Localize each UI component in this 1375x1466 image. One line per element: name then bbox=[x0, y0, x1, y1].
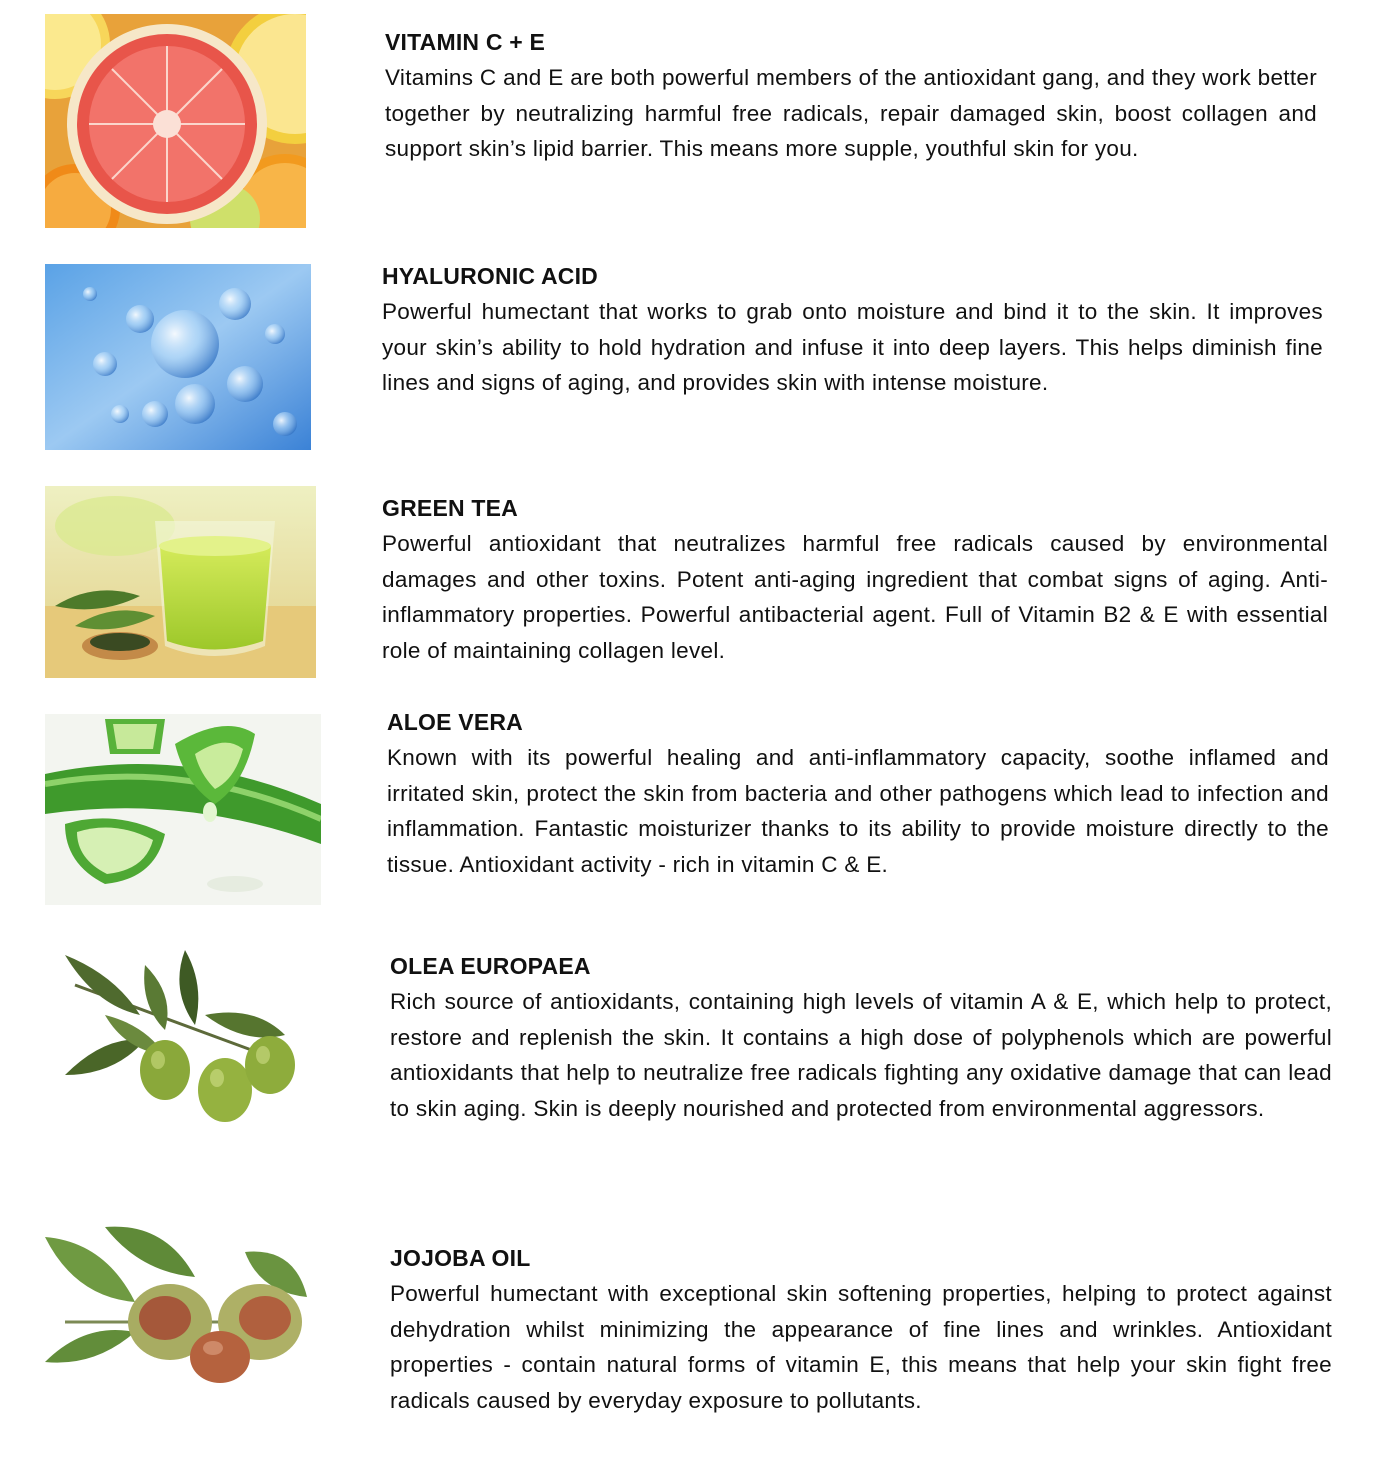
ingredient-title: JOJOBA OIL bbox=[390, 1245, 531, 1271]
ingredient-description: Known with its powerful healing and anti-inflammatory capacity, soothe inflamed and irritated skin, protect the skin from bacteria and other pathogens which lead to infection and inflammation. Fantastic moisturizer thanks to its ability to provide moisture directly to the tissue. Antioxidant activity - rich in vitamin C & E. bbox=[387, 745, 1329, 877]
ingredient-description: Powerful antioxidant that neutralizes harmful free radicals caused by environmental damages and other toxins. Potent anti-aging ingredient that combat signs of aging. Anti-inflammatory properties. Powerful antibacterial agent. Full of Vitamin B2 & E with essential role of maintaining collagen level. bbox=[382, 531, 1328, 663]
olive-branch-image bbox=[45, 945, 305, 1130]
jojoba-seeds-image bbox=[45, 1222, 310, 1390]
ingredient-title: HYALURONIC ACID bbox=[382, 263, 598, 289]
ingredient-description: Rich source of antioxidants, containing high levels of vitamin A & E, which help to protect, restore and replenish the skin. It contains a high dose of polyphenols which are powerful antioxidants that help to neutralize free radicals fighting any oxidative damage that can lead to skin aging. Skin is deeply nourished and protected from environmental aggressors. bbox=[390, 989, 1332, 1121]
ingredient-description: Vitamins C and E are both powerful members of the antioxidant gang, and they work better together by neutralizing harmful free radicals, repair damaged skin, boost collagen and support skin’s lipid barrier. This means more supple, youthful skin for you. bbox=[385, 65, 1317, 161]
green-tea-glass-image bbox=[45, 486, 316, 678]
ingredient-title: GREEN TEA bbox=[382, 495, 518, 521]
ingredient-title: OLEA EUROPAEA bbox=[390, 953, 591, 979]
ingredient-description: Powerful humectant that works to grab onto moisture and bind it to the skin. It improves your skin’s ability to hold hydration and infuse it into deep layers. This helps diminish fine lines and signs of aging, and provides skin with intense moisture. bbox=[382, 299, 1323, 395]
ingredient-title: VITAMIN C + E bbox=[385, 29, 545, 55]
aloe-vera-leaves-image bbox=[45, 714, 321, 905]
water-bubbles-image bbox=[45, 264, 311, 450]
citrus-fruit-image bbox=[45, 14, 306, 228]
ingredient-description: Powerful humectant with exceptional skin softening properties, helping to protect against dehydration whilst minimizing the appearance of fine lines and wrinkles. Antioxidant properties - contain natural forms of vitamin E, this means that help your skin fight free radicals caused by everyday exposure to pollutants. bbox=[390, 1281, 1332, 1413]
ingredient-title: ALOE VERA bbox=[387, 709, 523, 735]
